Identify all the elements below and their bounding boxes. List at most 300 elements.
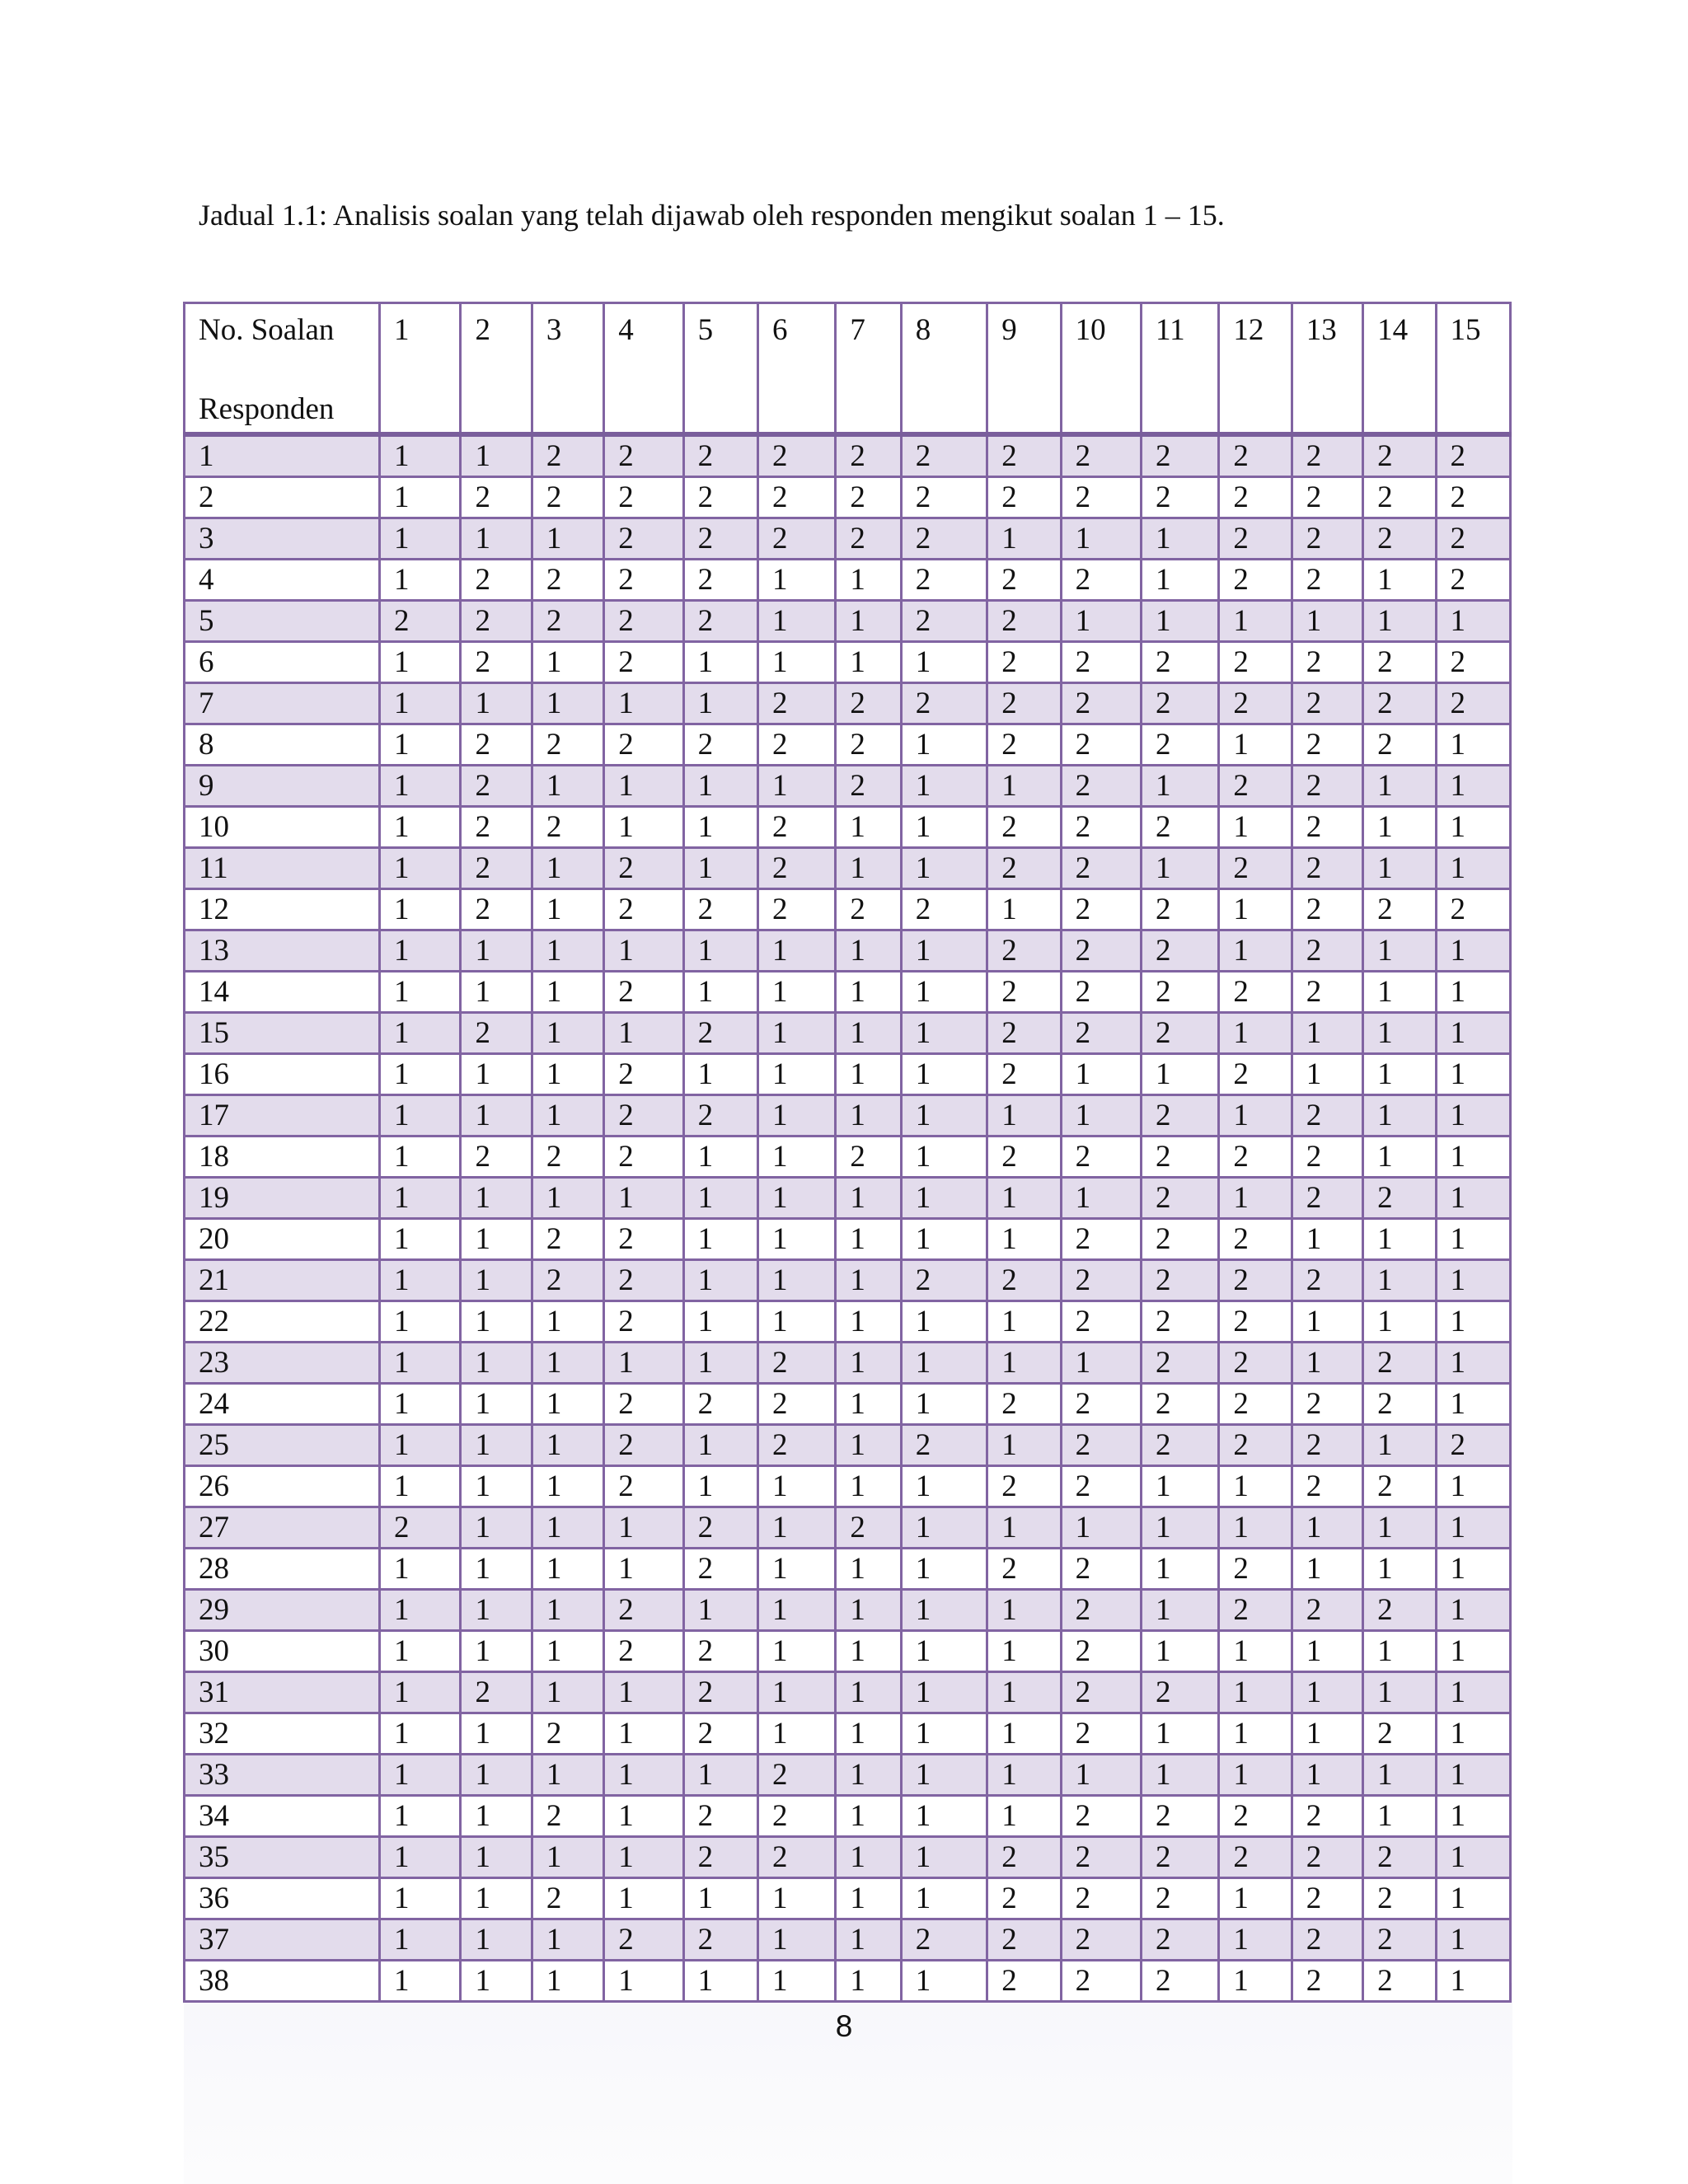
- answer-cell: 2: [1061, 1961, 1141, 2002]
- answer-cell: 2: [1363, 477, 1436, 518]
- table-row: [185, 848, 1511, 889]
- answer-cell: 1: [836, 930, 901, 972]
- answer-cell: 2: [1219, 1384, 1292, 1425]
- answer-cell: 1: [757, 1713, 835, 1755]
- answer-cell: 1: [1219, 1713, 1292, 1755]
- answer-cell: 1: [461, 1219, 532, 1260]
- answer-cell: 2: [1141, 1837, 1218, 1878]
- answer-cell: 1: [1436, 930, 1510, 972]
- answer-cell: 1: [683, 642, 757, 683]
- answer-cell: 1: [836, 1013, 901, 1054]
- answer-cell: 1: [836, 972, 901, 1013]
- answer-cell: 2: [1363, 1713, 1436, 1755]
- answer-cell: 2: [1141, 889, 1218, 930]
- answer-cell: 1: [683, 1425, 757, 1466]
- answer-cell: 2: [901, 1919, 987, 1961]
- answer-cell: 1: [461, 683, 532, 724]
- answer-cell: 1: [836, 1919, 901, 1961]
- answer-cell: 1: [1292, 1713, 1362, 1755]
- answer-cell: 2: [1292, 1590, 1362, 1631]
- answer-cell: 1: [380, 724, 461, 766]
- answer-cell: 1: [380, 1590, 461, 1631]
- answer-cell: 1: [1219, 1095, 1292, 1137]
- answer-cell: 2: [683, 724, 757, 766]
- answer-cell: 2: [757, 518, 835, 560]
- answer-cell: 2: [604, 1631, 683, 1672]
- answer-cell: 1: [532, 1466, 603, 1507]
- answer-cell: 1: [836, 1631, 901, 1672]
- answer-cell: 2: [1141, 1301, 1218, 1343]
- answer-cell: 1: [757, 1631, 835, 1672]
- answer-cell: 1: [1061, 1343, 1141, 1384]
- answer-cell: 1: [380, 1796, 461, 1837]
- respondent-id-cell: 22: [185, 1301, 380, 1343]
- answer-cell: 1: [380, 1178, 461, 1219]
- answer-cell: 1: [461, 434, 532, 477]
- answer-cell: 1: [757, 1054, 835, 1095]
- answer-cell: 2: [1292, 1961, 1362, 2002]
- table-row: [185, 1219, 1511, 1260]
- answer-cell: 1: [532, 518, 603, 560]
- answer-cell: 2: [1061, 434, 1141, 477]
- answer-cell: 1: [461, 1755, 532, 1796]
- answer-cell: 1: [1061, 1095, 1141, 1137]
- answer-cell: 1: [532, 1837, 603, 1878]
- answer-cell: 2: [683, 560, 757, 601]
- answer-cell: 1: [757, 972, 835, 1013]
- answer-cell: 2: [987, 930, 1061, 972]
- answer-cell: 2: [757, 1796, 835, 1837]
- answer-cell: 1: [836, 807, 901, 848]
- answer-cell: 2: [604, 1919, 683, 1961]
- answer-cell: 2: [1219, 1260, 1292, 1301]
- answer-cell: 2: [1292, 889, 1362, 930]
- answer-cell: 2: [1061, 1219, 1141, 1260]
- answer-cell: 1: [380, 1343, 461, 1384]
- answer-cell: 1: [901, 1343, 987, 1384]
- answer-cell: 1: [836, 601, 901, 642]
- answer-cell: 2: [1436, 642, 1510, 683]
- table-caption: Jadual 1.1: Analisis soalan yang telah dijawab oleh responden mengikut soalan 1 – 15.: [199, 199, 1225, 232]
- table-row: [185, 1796, 1511, 1837]
- answer-cell: 2: [1061, 1919, 1141, 1961]
- answer-cell: 2: [757, 1343, 835, 1384]
- table-row: [185, 642, 1511, 683]
- answer-cell: 1: [757, 1549, 835, 1590]
- answer-cell: 2: [757, 807, 835, 848]
- question-header-cell: 6: [757, 303, 835, 435]
- answer-cell: 1: [1141, 1631, 1218, 1672]
- answer-cell: 2: [1219, 434, 1292, 477]
- answer-cell: 1: [683, 1054, 757, 1095]
- respondent-id-cell: 1: [185, 434, 380, 477]
- answer-cell: 2: [1061, 1301, 1141, 1343]
- answer-cell: 2: [532, 434, 603, 477]
- answer-cell: 2: [604, 434, 683, 477]
- answer-cell: 2: [1061, 1466, 1141, 1507]
- respondent-id-cell: 20: [185, 1219, 380, 1260]
- answer-cell: 1: [836, 1713, 901, 1755]
- answer-cell: 2: [1061, 724, 1141, 766]
- answer-cell: 1: [1363, 1425, 1436, 1466]
- answer-cell: 1: [901, 1713, 987, 1755]
- answer-cell: 1: [380, 1384, 461, 1425]
- answer-cell: 1: [1219, 1631, 1292, 1672]
- answer-cell: 1: [836, 1466, 901, 1507]
- answer-cell: 1: [380, 1219, 461, 1260]
- answer-cell: 1: [604, 1178, 683, 1219]
- answer-cell: 1: [836, 848, 901, 889]
- answer-cell: 1: [532, 1054, 603, 1095]
- answer-cell: 2: [1363, 889, 1436, 930]
- answer-cell: 1: [987, 1713, 1061, 1755]
- answer-cell: 1: [380, 683, 461, 724]
- answer-cell: 2: [1061, 683, 1141, 724]
- answer-cell: 1: [1219, 807, 1292, 848]
- answer-cell: 1: [380, 1095, 461, 1137]
- answer-cell: 2: [987, 1013, 1061, 1054]
- answer-cell: 1: [987, 518, 1061, 560]
- answer-cell: 2: [532, 1713, 603, 1755]
- answer-cell: 1: [1219, 601, 1292, 642]
- answer-cell: 2: [901, 601, 987, 642]
- answer-cell: 1: [1363, 1095, 1436, 1137]
- answer-cell: 1: [1363, 1549, 1436, 1590]
- answer-cell: 1: [1061, 1178, 1141, 1219]
- answer-cell: 2: [987, 1837, 1061, 1878]
- answer-cell: 1: [532, 1178, 603, 1219]
- answer-cell: 1: [532, 1549, 603, 1590]
- answer-cell: 2: [604, 1260, 683, 1301]
- answer-cell: 1: [461, 1466, 532, 1507]
- answer-cell: 2: [1061, 1878, 1141, 1919]
- answer-cell: 1: [901, 724, 987, 766]
- answer-cell: 2: [461, 724, 532, 766]
- answer-cell: 2: [987, 642, 1061, 683]
- answer-cell: 1: [532, 1343, 603, 1384]
- answer-cell: 1: [1436, 1219, 1510, 1260]
- answer-cell: 1: [1141, 1054, 1218, 1095]
- answer-cell: 1: [1363, 1301, 1436, 1343]
- respondent-id-cell: 36: [185, 1878, 380, 1919]
- answer-cell: 1: [836, 1384, 901, 1425]
- answer-cell: 1: [380, 1054, 461, 1095]
- answer-cell: 2: [1363, 1384, 1436, 1425]
- answer-cell: 1: [1436, 724, 1510, 766]
- table-row: [185, 1507, 1511, 1549]
- respondent-id-cell: 14: [185, 972, 380, 1013]
- answer-cell: 2: [1141, 1796, 1218, 1837]
- answer-cell: 2: [1219, 848, 1292, 889]
- answer-cell: 1: [461, 1260, 532, 1301]
- table-row: [185, 807, 1511, 848]
- answer-cell: 1: [1219, 724, 1292, 766]
- answer-cell: 2: [1292, 1796, 1362, 1837]
- question-header-cell: 7: [836, 303, 901, 435]
- answer-cell: 1: [836, 1837, 901, 1878]
- answer-cell: 2: [461, 601, 532, 642]
- respondent-id-cell: 11: [185, 848, 380, 889]
- answer-cell: 1: [987, 1343, 1061, 1384]
- answer-cell: 1: [836, 1590, 901, 1631]
- answer-cell: 1: [683, 766, 757, 807]
- answer-cell: 1: [1436, 1590, 1510, 1631]
- answer-cell: 1: [461, 1178, 532, 1219]
- answer-cell: 2: [604, 848, 683, 889]
- answer-cell: 1: [1436, 848, 1510, 889]
- answer-cell: 2: [1141, 1178, 1218, 1219]
- answer-cell: 1: [683, 1755, 757, 1796]
- answer-cell: 2: [1436, 518, 1510, 560]
- answer-cell: 2: [1061, 1590, 1141, 1631]
- answer-cell: 1: [380, 1425, 461, 1466]
- question-header-cell: 15: [1436, 303, 1510, 435]
- header-question-label: No. Soalan: [199, 313, 335, 347]
- answer-cell: 2: [1061, 560, 1141, 601]
- answer-cell: 2: [683, 434, 757, 477]
- answer-cell: 1: [604, 1878, 683, 1919]
- answer-cell: 1: [683, 683, 757, 724]
- answer-cell: 1: [1363, 848, 1436, 889]
- answer-cell: 2: [901, 518, 987, 560]
- answer-cell: 2: [987, 477, 1061, 518]
- answer-cell: 2: [836, 1507, 901, 1549]
- answer-cell: 1: [380, 1837, 461, 1878]
- answer-cell: 2: [1292, 848, 1362, 889]
- answer-cell: 1: [1436, 1713, 1510, 1755]
- table-row: [185, 1590, 1511, 1631]
- answer-cell: 2: [1061, 1260, 1141, 1301]
- answer-cell: 1: [461, 1301, 532, 1343]
- answer-cell: 2: [604, 972, 683, 1013]
- answer-cell: 1: [683, 1219, 757, 1260]
- answer-cell: 1: [901, 1961, 987, 2002]
- answer-cell: 1: [461, 518, 532, 560]
- answer-cell: 2: [1436, 560, 1510, 601]
- answer-cell: 1: [1436, 1095, 1510, 1137]
- answer-cell: 1: [757, 1095, 835, 1137]
- answer-cell: 2: [1141, 1919, 1218, 1961]
- respondent-id-cell: 9: [185, 766, 380, 807]
- answer-cell: 2: [1061, 889, 1141, 930]
- answer-cell: 1: [1436, 1384, 1510, 1425]
- answer-cell: 1: [1363, 1507, 1436, 1549]
- answer-cell: 1: [757, 1466, 835, 1507]
- answer-cell: 2: [1219, 1590, 1292, 1631]
- answer-cell: 1: [757, 1178, 835, 1219]
- answer-cell: 1: [836, 1343, 901, 1384]
- answer-cell: 1: [1436, 1054, 1510, 1095]
- answer-cell: 2: [1219, 1054, 1292, 1095]
- answer-cell: 2: [1141, 972, 1218, 1013]
- answer-cell: 2: [683, 1507, 757, 1549]
- answer-cell: 2: [987, 1549, 1061, 1590]
- answer-cell: 2: [1141, 807, 1218, 848]
- answer-cell: 1: [461, 1878, 532, 1919]
- answer-cell: 1: [987, 1590, 1061, 1631]
- answer-cell: 1: [1436, 1013, 1510, 1054]
- answer-cell: 1: [1141, 1590, 1218, 1631]
- answer-cell: 2: [1436, 434, 1510, 477]
- answer-cell: 1: [836, 1755, 901, 1796]
- answer-cell: 1: [380, 1137, 461, 1178]
- answer-cell: 2: [1292, 477, 1362, 518]
- answer-cell: 1: [1141, 601, 1218, 642]
- answer-cell: 1: [683, 1878, 757, 1919]
- answer-cell: 1: [1363, 1631, 1436, 1672]
- answer-cell: 2: [380, 601, 461, 642]
- answer-cell: 1: [532, 889, 603, 930]
- answer-cell: 1: [1292, 1301, 1362, 1343]
- answer-cell: 1: [987, 1507, 1061, 1549]
- answer-cell: 1: [1436, 766, 1510, 807]
- answer-cell: 2: [532, 560, 603, 601]
- answer-cell: 2: [901, 477, 987, 518]
- respondent-id-cell: 3: [185, 518, 380, 560]
- answer-cell: 1: [901, 1219, 987, 1260]
- answer-cell: 1: [757, 1919, 835, 1961]
- respondent-id-cell: 27: [185, 1507, 380, 1549]
- answer-cell: 1: [1436, 601, 1510, 642]
- answer-cell: 1: [1219, 1919, 1292, 1961]
- answer-cell: 1: [1363, 930, 1436, 972]
- answer-cell: 2: [1219, 683, 1292, 724]
- answer-cell: 1: [380, 1755, 461, 1796]
- response-table: [183, 302, 1512, 2003]
- answer-cell: 2: [683, 1919, 757, 1961]
- answer-cell: 1: [901, 1507, 987, 1549]
- answer-cell: 1: [380, 1919, 461, 1961]
- answer-cell: 1: [1141, 1466, 1218, 1507]
- answer-cell: 2: [683, 1631, 757, 1672]
- answer-cell: 1: [987, 1755, 1061, 1796]
- answer-cell: 2: [1141, 1425, 1218, 1466]
- table-row: [185, 1713, 1511, 1755]
- answer-cell: 1: [987, 889, 1061, 930]
- answer-cell: 1: [757, 560, 835, 601]
- table-row: [185, 1384, 1511, 1425]
- answer-cell: 1: [757, 1219, 835, 1260]
- answer-cell: 2: [1141, 1878, 1218, 1919]
- answer-cell: 1: [1219, 1755, 1292, 1796]
- answer-cell: 1: [1141, 1549, 1218, 1590]
- answer-cell: 2: [461, 642, 532, 683]
- answer-cell: 1: [836, 1054, 901, 1095]
- answer-cell: 1: [1219, 1466, 1292, 1507]
- respondent-id-cell: 33: [185, 1755, 380, 1796]
- table-row: [185, 1631, 1511, 1672]
- answer-cell: 1: [1436, 1343, 1510, 1384]
- answer-cell: 2: [532, 477, 603, 518]
- answer-cell: 1: [1436, 1549, 1510, 1590]
- answer-cell: 1: [461, 1631, 532, 1672]
- answer-cell: 2: [1219, 1549, 1292, 1590]
- answer-cell: 2: [1363, 1919, 1436, 1961]
- answer-cell: 1: [1436, 1137, 1510, 1178]
- answer-cell: 2: [604, 477, 683, 518]
- answer-cell: 2: [1363, 1590, 1436, 1631]
- answer-cell: 2: [604, 518, 683, 560]
- table-body: [185, 434, 1511, 2002]
- respondent-id-cell: 31: [185, 1672, 380, 1713]
- answer-cell: 1: [1219, 1961, 1292, 2002]
- answer-cell: 1: [901, 1095, 987, 1137]
- answer-cell: 2: [1219, 560, 1292, 601]
- answer-cell: 1: [901, 930, 987, 972]
- question-header-cell: 14: [1363, 303, 1436, 435]
- answer-cell: 1: [461, 1549, 532, 1590]
- answer-cell: 1: [604, 1713, 683, 1755]
- answer-cell: 1: [380, 930, 461, 972]
- answer-cell: 1: [1436, 1178, 1510, 1219]
- answer-cell: 2: [532, 1137, 603, 1178]
- answer-cell: 2: [1219, 477, 1292, 518]
- answer-cell: 1: [683, 1466, 757, 1507]
- answer-cell: 2: [987, 601, 1061, 642]
- answer-cell: 2: [1363, 434, 1436, 477]
- answer-cell: 1: [604, 1013, 683, 1054]
- answer-cell: 1: [604, 930, 683, 972]
- answer-cell: 1: [757, 601, 835, 642]
- answer-cell: 2: [1292, 434, 1362, 477]
- answer-cell: 1: [1219, 1013, 1292, 1054]
- answer-cell: 1: [987, 1178, 1061, 1219]
- answer-cell: 2: [1061, 1384, 1141, 1425]
- answer-cell: 2: [1292, 1425, 1362, 1466]
- answer-cell: 2: [1363, 1961, 1436, 2002]
- respondent-id-cell: 5: [185, 601, 380, 642]
- answer-cell: 2: [987, 807, 1061, 848]
- answer-cell: 2: [683, 1549, 757, 1590]
- answer-cell: 1: [1363, 1013, 1436, 1054]
- answer-cell: 1: [901, 807, 987, 848]
- answer-cell: 1: [683, 1343, 757, 1384]
- answer-cell: 1: [901, 1054, 987, 1095]
- answer-cell: 1: [901, 1672, 987, 1713]
- question-header-cell: 8: [901, 303, 987, 435]
- answer-cell: 2: [1061, 642, 1141, 683]
- answer-cell: 2: [836, 518, 901, 560]
- answer-cell: 2: [901, 1425, 987, 1466]
- answer-cell: 1: [1219, 1178, 1292, 1219]
- answer-cell: 2: [757, 1425, 835, 1466]
- answer-cell: 1: [461, 1095, 532, 1137]
- answer-cell: 1: [380, 972, 461, 1013]
- answer-cell: 1: [1436, 1631, 1510, 1672]
- answer-cell: 2: [1141, 1013, 1218, 1054]
- answer-cell: 2: [1141, 1343, 1218, 1384]
- answer-cell: 1: [461, 1796, 532, 1837]
- answer-cell: 2: [683, 1713, 757, 1755]
- answer-cell: 1: [1292, 1631, 1362, 1672]
- answer-cell: 1: [836, 1672, 901, 1713]
- respondent-id-cell: 29: [185, 1590, 380, 1631]
- table-row: [185, 1755, 1511, 1796]
- answer-cell: 2: [1436, 477, 1510, 518]
- respondent-id-cell: 18: [185, 1137, 380, 1178]
- answer-cell: 1: [901, 848, 987, 889]
- answer-cell: 1: [757, 930, 835, 972]
- answer-cell: 1: [1219, 1672, 1292, 1713]
- answer-cell: 2: [683, 1837, 757, 1878]
- table-row: [185, 930, 1511, 972]
- answer-cell: 1: [836, 1796, 901, 1837]
- answer-cell: 1: [836, 1301, 901, 1343]
- answer-cell: 1: [683, 1961, 757, 2002]
- answer-cell: 1: [532, 1384, 603, 1425]
- table-row: [185, 1425, 1511, 1466]
- answer-cell: 1: [1436, 1796, 1510, 1837]
